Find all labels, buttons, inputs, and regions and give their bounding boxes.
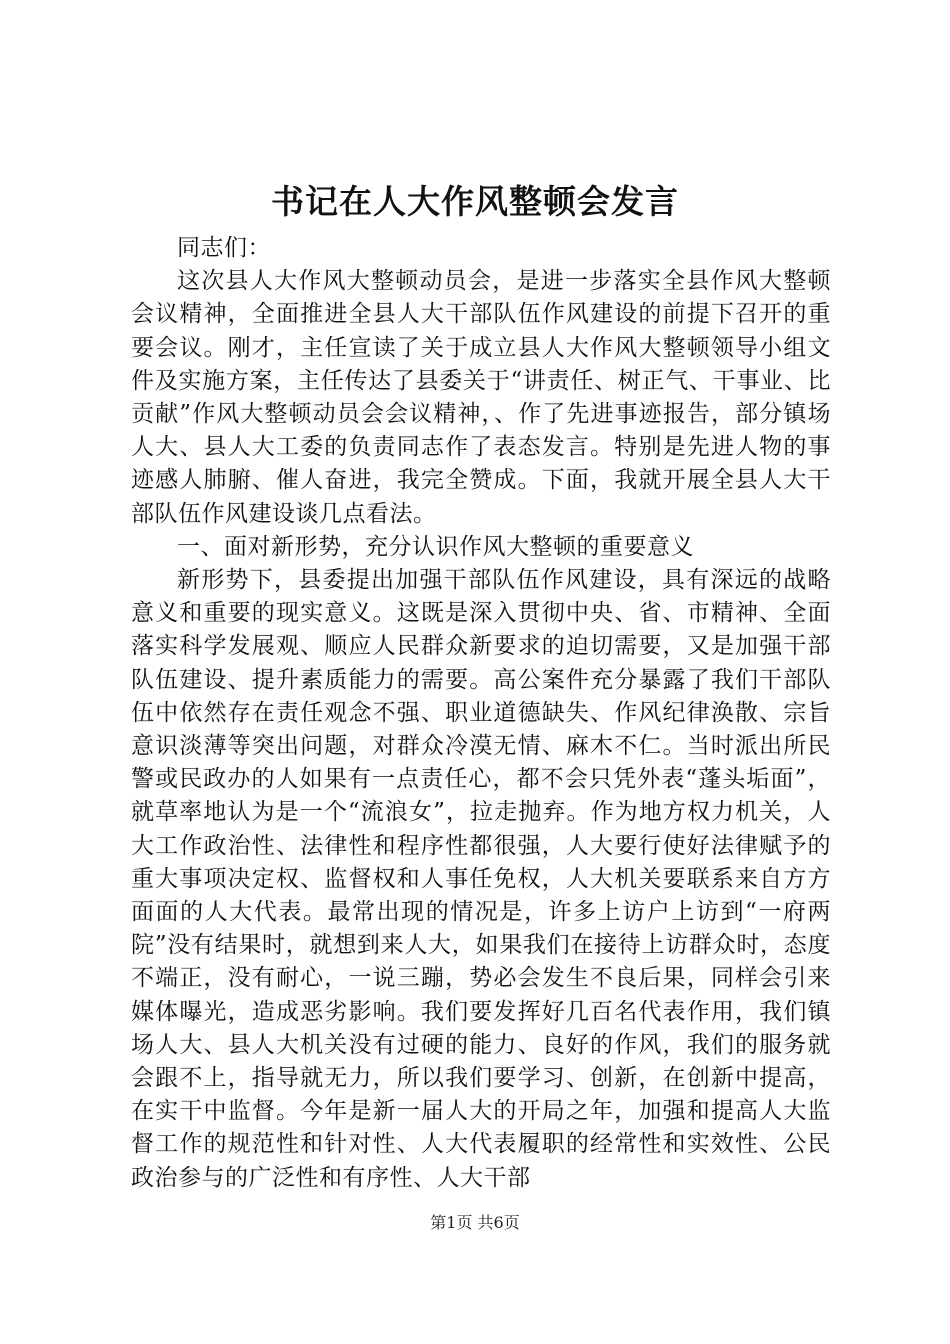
page-number-footer: 第1页 共6页 xyxy=(430,1213,520,1232)
document-title: 书记在人大作风整顿会发言 xyxy=(271,182,679,221)
document-body xyxy=(131,232,831,1195)
body-paragraph: 这次县人大作风大整顿动员会，是进一步落实全县作风大整顿会议精神，全面推进全县人大干部队伍作风建设的前提下召开的重要会议。刚才，主任宣读了关于成立县人大作风大整顿领导小组文件及实施方案，主任传达了县委关于“讲责任、树正气、干事业、比贡献”作风大整顿动员会会议精神，、作了先进事迹报告，部分镇场人大、县人大工委的负责同志作了表态发言。特别是先进人物的事迹感人肺腑、催人奋进，我完全赞成。下面，我就开展全县人大干部队伍作风建设谈几点看法。 xyxy=(131,268,831,527)
salutation-paragraph: 同志们： xyxy=(177,235,271,261)
body-paragraph: 新形势下，县委提出加强干部队伍作风建设，具有深远的战略意义和重要的现实意义。这既是深入贯彻中央、省、市精神、全面落实科学发展观、顺应人民群众新要求的迫切需要，又是加强干部队伍建设、提升素质能力的需要。高公案件充分暴露了我们干部队伍中依然存在责任观念不强、职业道德缺失、作风纪律涣散、宗旨意识淡薄等突出问题，对群众冷漠无情、麻木不仁。当时派出所民警或民政办的人如果有一点责任心，都不会只凭外表“蓬头垢面”，就草率地认为是一个“流浪女”，拉走抛弃。作为地方权力机关，人大工作政治性、法律性和程序性都很强，人大要行使好法律赋予的重大事项决定权、监督权和人事任免权，人大机关要联系来自方方面面的人大代表。最常出现的情况是，许多上访户上访到“一府两院”没有结果时，就想到来人大，如果我们在接待上访群众时，态度不端正，没有耐心，一说三蹦，势必会发生不良后果，同样会引来媒体曝光，造成恶劣影响。我们要发挥好几百名代表作用，我们镇场人大、县人大机关没有过硬的能力、良好的作风，我们的服务就会跟不上，指导就无力，所以我们要学习、创新，在创新中提高，在实干中监督。今年是新一届人大的开局之年，加强和提高人大监督工作的规范性和针对性、人大代表履职的经常性和实效性、公民政治参与的广泛性和有序性、人大干部 xyxy=(131,567,831,1191)
section-heading: 一、面对新形势，充分认识作风大整顿的重要意义 xyxy=(177,533,694,560)
